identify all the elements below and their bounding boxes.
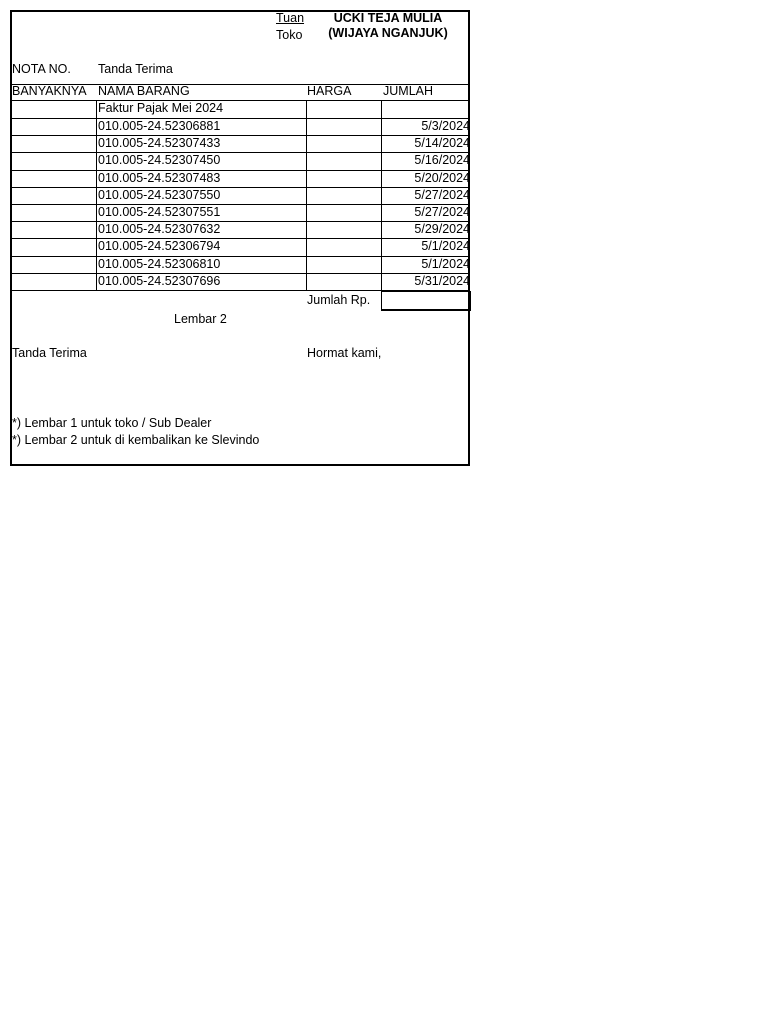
row-date: 5/27/2024 xyxy=(414,205,470,219)
nota-label: NOTA NO. xyxy=(12,62,71,76)
row-date: 5/3/2024 xyxy=(421,119,470,133)
row-date: 5/27/2024 xyxy=(414,188,470,202)
col-jumlah: JUMLAH xyxy=(383,84,434,98)
row-item-code: 010.005-24.52307450 xyxy=(98,153,221,167)
regards-label: Hormat kami, xyxy=(307,346,382,360)
column-border xyxy=(381,101,382,290)
row-date: 5/31/2024 xyxy=(414,274,470,288)
row-item-code: 010.005-24.52307433 xyxy=(98,136,221,150)
column-border xyxy=(306,101,307,290)
toko-label: Toko xyxy=(276,28,303,42)
col-banyaknya: BANYAKNYA xyxy=(12,84,87,98)
row-item-code: 010.005-24.52306881 xyxy=(98,119,221,133)
note-1: *) Lembar 1 untuk toko / Sub Dealer xyxy=(12,416,212,430)
row-item-code: 010.005-24.52306810 xyxy=(98,257,221,271)
note-2: *) Lembar 2 untuk di kembalikan ke Slevindo xyxy=(12,433,260,447)
row-item-code: 010.005-24.52307551 xyxy=(98,205,221,219)
customer-name: UCKI TEJA MULIA xyxy=(333,11,443,25)
col-nama-barang: NAMA BARANG xyxy=(98,84,190,98)
row-date: 5/1/2024 xyxy=(421,257,470,271)
row-item-code: 010.005-24.52306794 xyxy=(98,239,221,253)
header-bottom-border xyxy=(10,100,470,101)
row-date: 5/1/2024 xyxy=(421,239,470,253)
column-border xyxy=(96,101,97,290)
col-harga: HARGA xyxy=(307,84,352,98)
section-title: Faktur Pajak Mei 2024 xyxy=(98,101,224,115)
row-item-code: 010.005-24.52307632 xyxy=(98,222,221,236)
nota-title: Tanda Terima xyxy=(98,62,173,76)
total-label: Jumlah Rp. xyxy=(307,293,371,307)
customer-location: (WIJAYA NGANJUK) xyxy=(328,26,448,40)
row-date: 5/16/2024 xyxy=(414,153,470,167)
row-date: 5/20/2024 xyxy=(414,171,470,185)
total-value-cell xyxy=(381,291,471,311)
row-item-code: 010.005-24.52307696 xyxy=(98,274,221,288)
row-item-code: 010.005-24.52307483 xyxy=(98,171,221,185)
received-label: Tanda Terima xyxy=(12,346,87,360)
row-date: 5/29/2024 xyxy=(414,222,470,236)
row-item-code: 010.005-24.52307550 xyxy=(98,188,221,202)
row-date: 5/14/2024 xyxy=(414,136,470,150)
tuan-label: Tuan xyxy=(276,11,305,25)
sheet-label: Lembar 2 xyxy=(174,312,227,326)
